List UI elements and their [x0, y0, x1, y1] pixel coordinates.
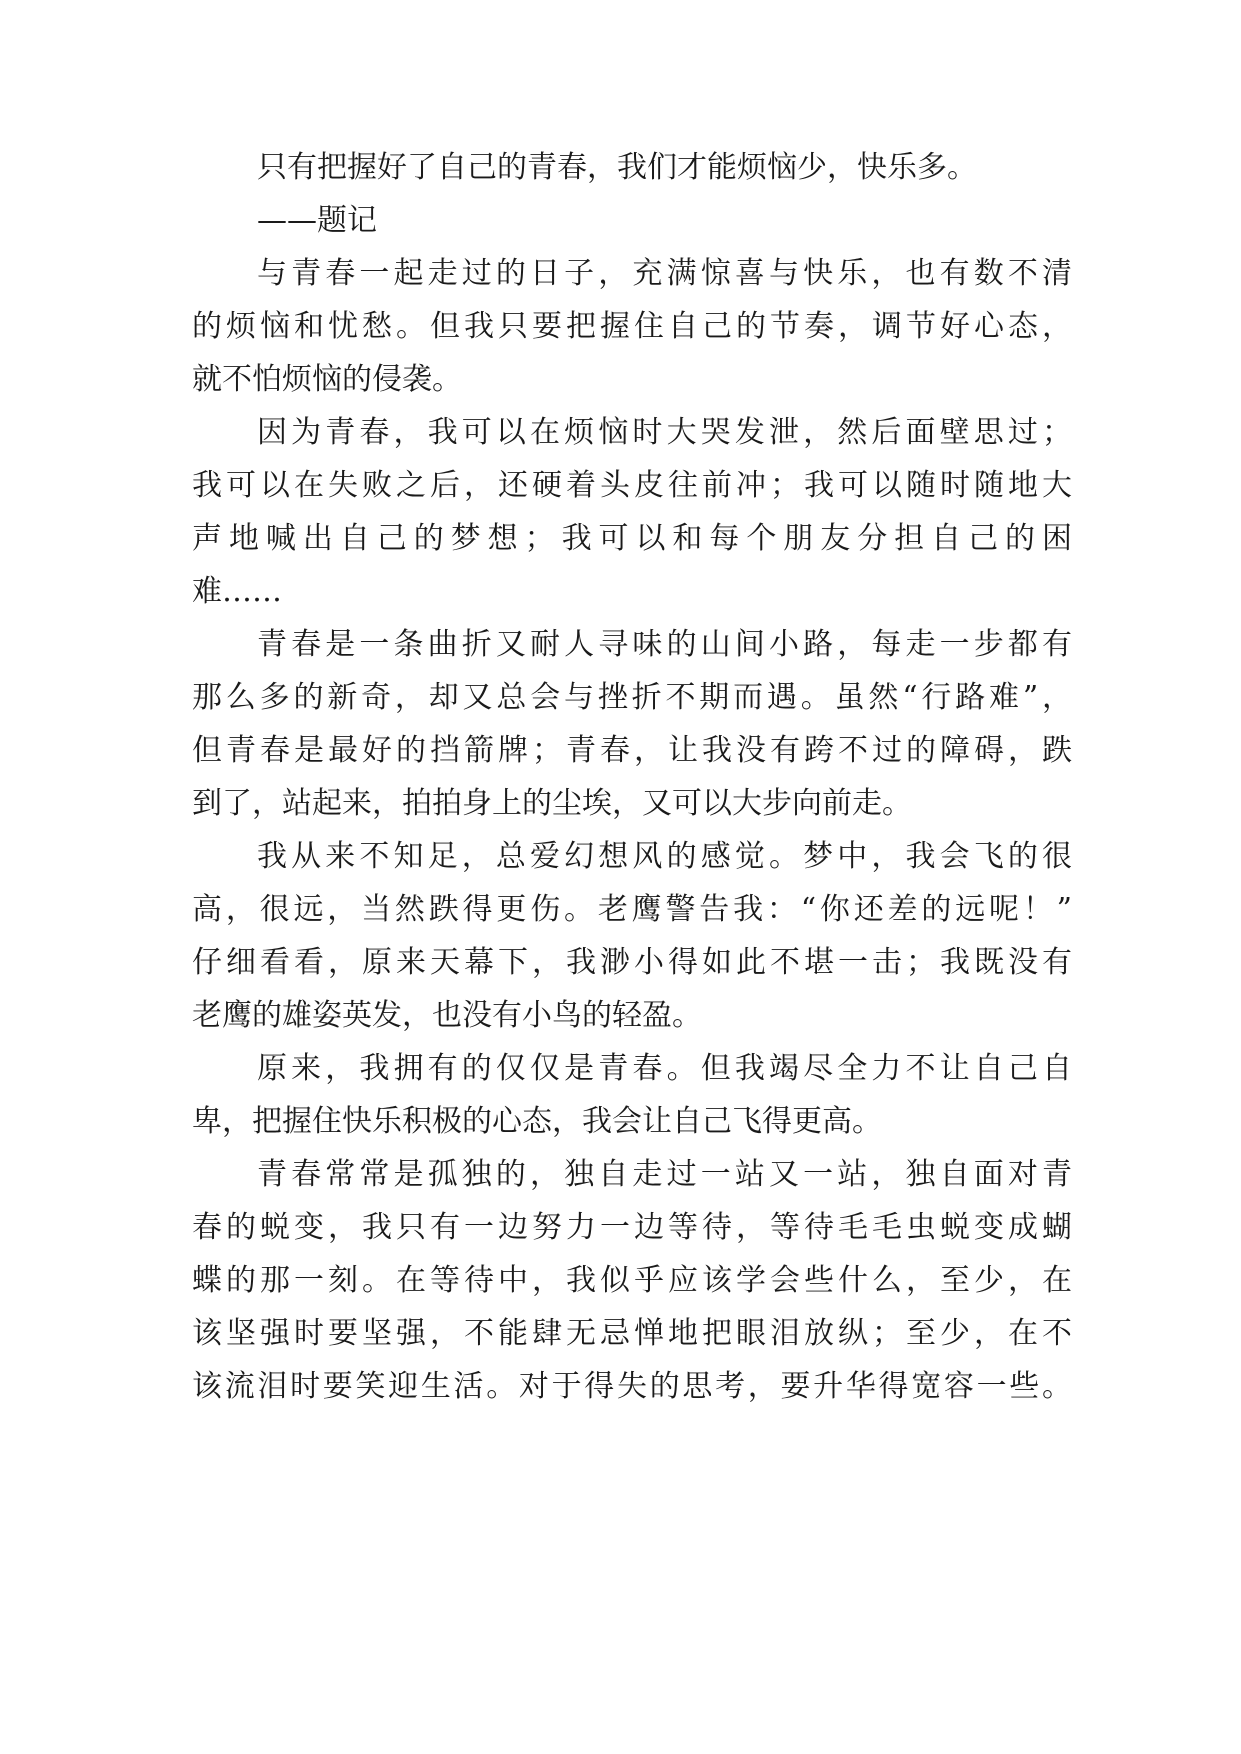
paragraph-line: 仔细看看，原来天幕下，我渺小得如此不堪一击；我既没有	[192, 945, 1072, 980]
paragraph-line: 春的蜕变，我只有一边努力一边等待，等待毛毛虫蜕变成蝴	[192, 1210, 1072, 1245]
epigraph-text: 只有把握好了自己的青春，我们才能烦恼少，快乐多。	[257, 150, 977, 185]
paragraph-line: 就不怕烦恼的侵袭。	[192, 362, 462, 397]
paragraph-line: 我可以在失败之后，还硬着头皮往前冲；我可以随时随地大	[192, 468, 1072, 503]
paragraph-line: 高，很远，当然跌得更伤。老鹰警告我：“你还差的远呢！”	[192, 892, 1072, 927]
paragraph-line: 与青春一起走过的日子，充满惊喜与快乐，也有数不清	[257, 256, 1072, 291]
paragraph-line: 到了，站起来，拍拍身上的尘埃，又可以大步向前走。	[192, 786, 912, 821]
paragraph-line: 该坚强时要坚强，不能肆无忌惮地把眼泪放纵；至少，在不	[192, 1316, 1072, 1351]
paragraph-line: 老鹰的雄姿英发，也没有小鸟的轻盈。	[192, 998, 702, 1033]
paragraph-line: 卑，把握住快乐积极的心态，我会让自己飞得更高。	[192, 1104, 882, 1139]
paragraph-line: 的烦恼和忧愁。但我只要把握住自己的节奏，调节好心态，	[192, 309, 1072, 344]
paragraph-line: 青春是一条曲折又耐人寻味的山间小路，每走一步都有	[257, 627, 1072, 662]
paragraph-line: 青春常常是孤独的，独自走过一站又一站，独自面对青	[257, 1157, 1072, 1192]
paragraph-line: 蝶的那一刻。在等待中，我似乎应该学会些什么，至少，在	[192, 1263, 1072, 1298]
paragraph-line: 难……	[192, 574, 282, 609]
epigraph-attribution: ——题记	[257, 203, 377, 238]
paragraph-line: 那么多的新奇，却又总会与挫折不期而遇。虽然“行路难”，	[192, 680, 1072, 715]
paragraph-line: 我从来不知足，总爱幻想风的感觉。梦中，我会飞的很	[257, 839, 1072, 874]
paragraph-line: 该流泪时要笑迎生活。对于得失的思考，要升华得宽容一些。	[192, 1369, 1072, 1404]
paragraph-line: 但青春是最好的挡箭牌；青春，让我没有跨不过的障碍，跌	[192, 733, 1072, 768]
paragraph-line: 原来，我拥有的仅仅是青春。但我竭尽全力不让自己自	[257, 1051, 1072, 1086]
paragraph-line: 因为青春，我可以在烦恼时大哭发泄，然后面壁思过；	[257, 415, 1072, 450]
paragraph-line: 声地喊出自己的梦想；我可以和每个朋友分担自己的困	[192, 521, 1072, 556]
